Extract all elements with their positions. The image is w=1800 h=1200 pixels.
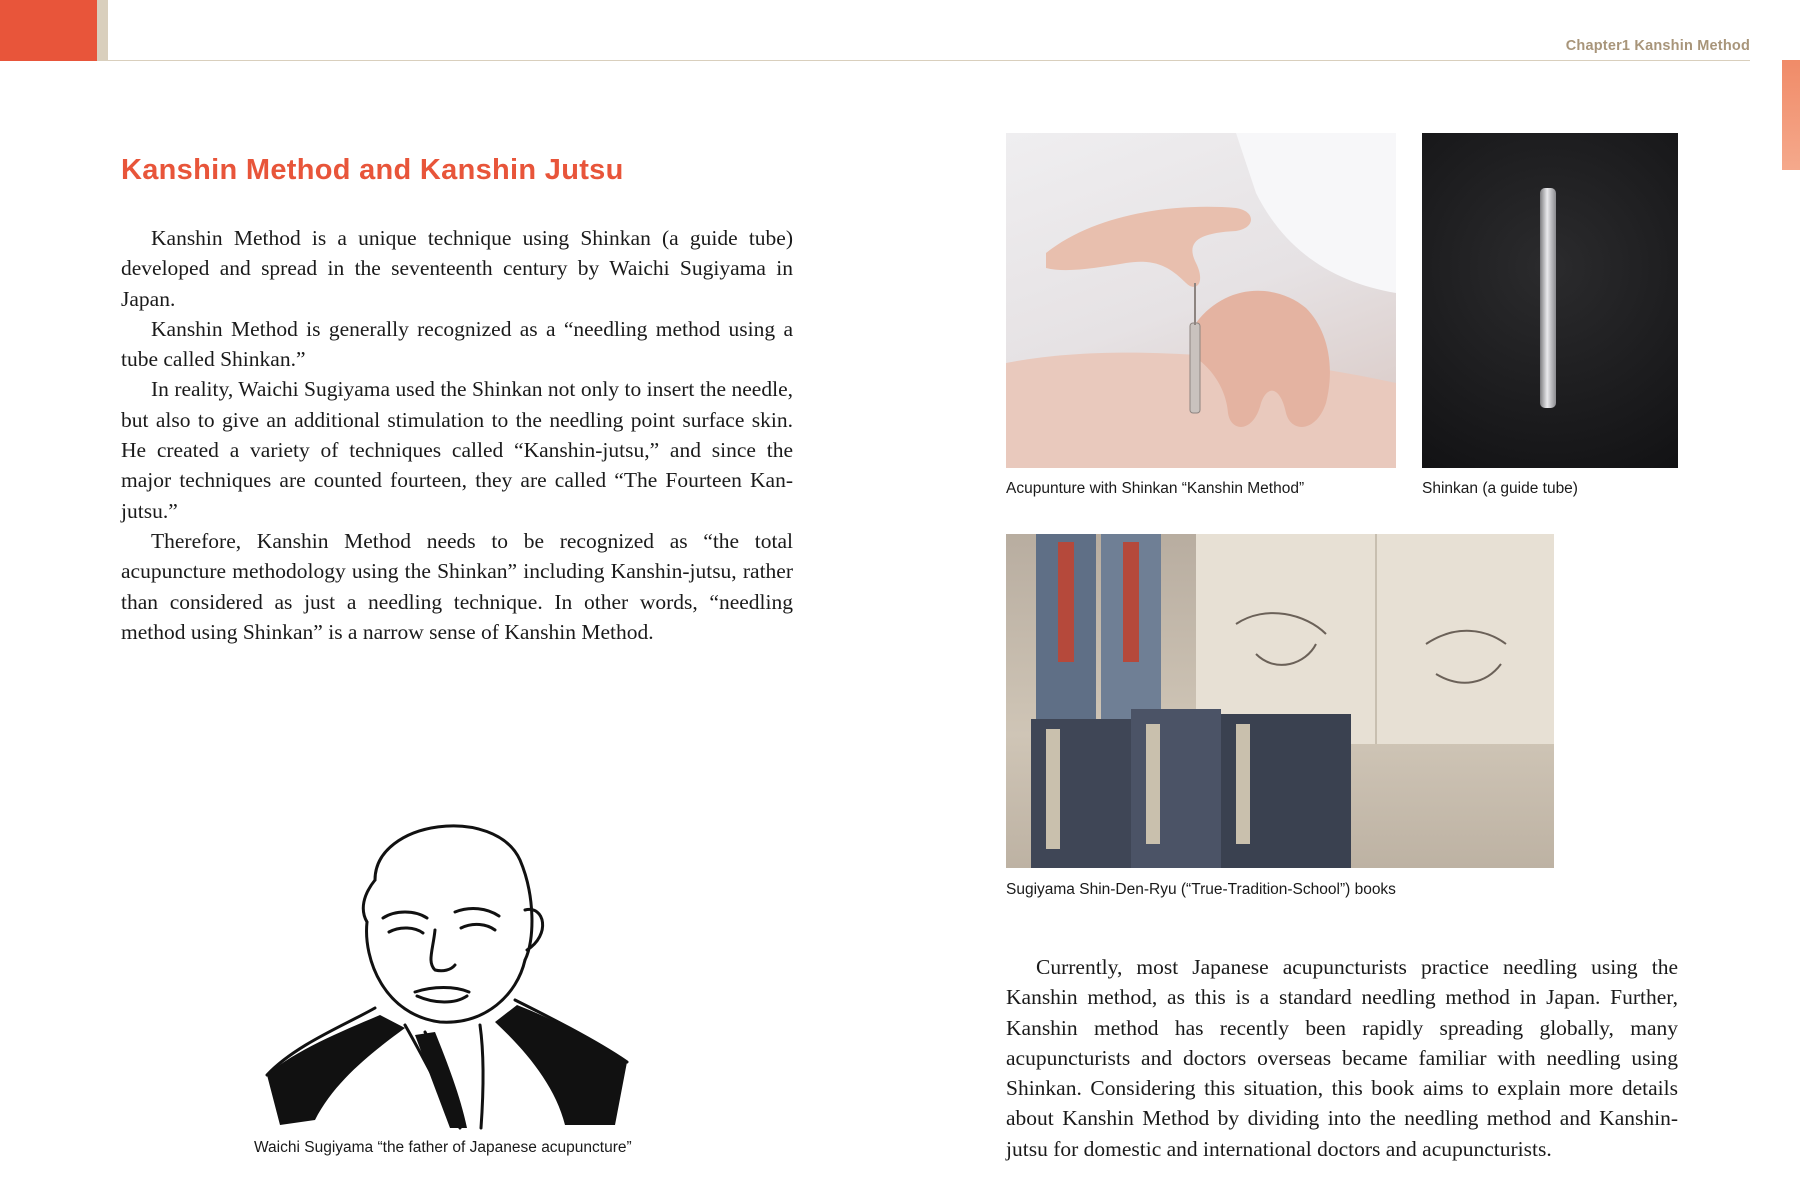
portrait-caption: Waichi Sugiyama “the father of Japanese acupuncture”	[254, 1139, 632, 1156]
books-caption: Sugiyama Shin-Den-Ryu (“True-Tradition-School”) books	[1006, 881, 1396, 898]
books-illustration	[1006, 534, 1554, 868]
paragraph: In reality, Waichi Sugiyama used the Shinkan not only to insert the needle, but also to give an additional stimulation to the needling point surface skin. He created a variety of techniques called “Kanshin-jutsu,” and since the major techniques are counted fourteen, they are called “The Fourteen Kan-jutsu.”	[121, 377, 793, 523]
section-title: Kanshin Method and Kanshin Jutsu	[121, 154, 624, 186]
shinkan-tube	[1422, 133, 1678, 468]
running-head: Chapter1 Kanshin Method	[1565, 38, 1750, 54]
needling-illustration	[1006, 133, 1396, 468]
chapter-side-tab	[1782, 60, 1800, 170]
paragraph: Therefore, Kanshin Method needs to be recognized as “the total acupuncture methodology using the Shinkan” including Kanshin-jutsu, rather than considered as just a needling technique. In other words, “needling method using Shinkan” is a narrow sense of Kanshin Method.	[121, 528, 793, 644]
left-body-text	[121, 223, 793, 647]
paragraph: Kanshin Method is generally recognized as a “needling method using a tube called Shinkan.”	[121, 316, 793, 372]
header-rule	[108, 60, 1750, 61]
books-photo	[1006, 534, 1554, 868]
shinkan-photo	[1422, 133, 1678, 468]
needling-photo	[1006, 133, 1396, 468]
paragraph: Currently, most Japanese acupuncturists practice needling using the Kanshin method, as this is a standard needling method in Japan. Further, Kanshin method has recently been rapidly spreading globally, many acupuncturists and doctors overseas became familiar with needling using Shinkan. Considering this situation, this book aims to explain more details about Kanshin Method by dividing into the needling method and Kanshin-jutsu for domestic and international doctors and acupuncturists.	[1006, 955, 1678, 1161]
paragraph: Kanshin Method is a unique technique using Shinkan (a guide tube) developed and spread in the seventeenth century by Waichi Sugiyama in Japan.	[121, 226, 793, 311]
needling-caption: Acupunture with Shinkan “Kanshin Method”	[1006, 480, 1305, 497]
waichi-sugiyama-portrait	[255, 800, 645, 1130]
shinkan-caption: Shinkan (a guide tube)	[1422, 480, 1578, 497]
right-body-text	[1006, 952, 1678, 1164]
corner-tab-edge	[97, 0, 108, 61]
corner-color-tab	[0, 0, 97, 61]
